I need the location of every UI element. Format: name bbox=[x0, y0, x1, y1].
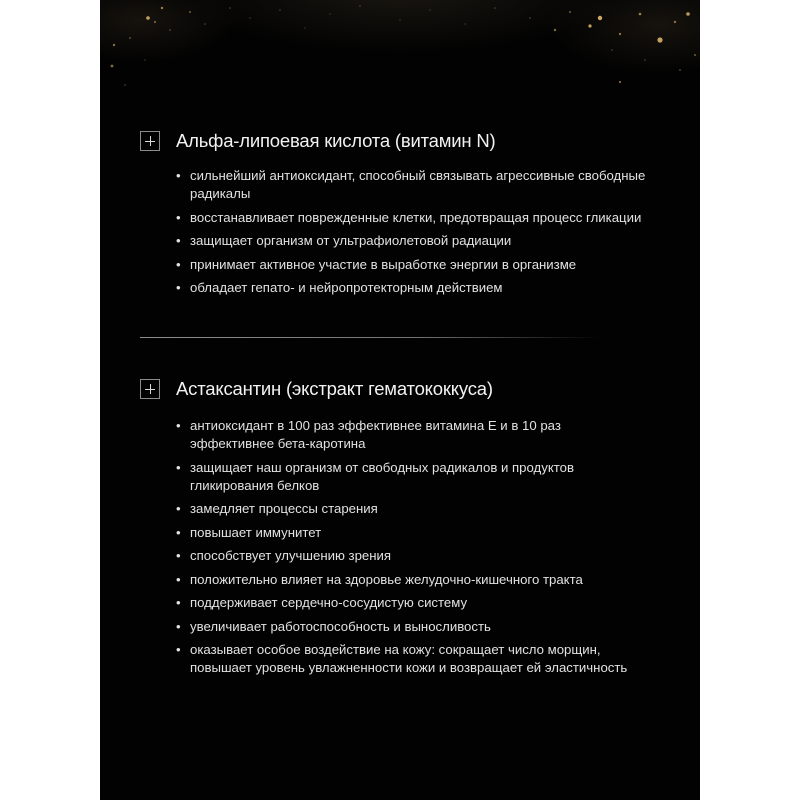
list-item: • сильнейший антиоксидант, способный связывать агрессивные свободные радикалы bbox=[176, 167, 646, 203]
bullet-list bbox=[176, 167, 646, 303]
sparkle-dots bbox=[100, 0, 700, 110]
section-header[interactable] bbox=[140, 378, 493, 400]
list-item: • повышает иммунитет bbox=[176, 524, 646, 542]
list-item: • антиоксидант в 100 раз эффективнее витамина Е и в 10 раз эффективнее бета-каротина bbox=[176, 417, 646, 453]
list-item: • защищает наш организм от свободных радикалов и продуктов гликирования белков bbox=[176, 459, 646, 495]
section-alpha-lipoic-acid bbox=[100, 130, 700, 330]
bullet-list bbox=[176, 417, 646, 683]
list-item: • восстанавливает поврежденные клетки, предотвращая процесс гликации bbox=[176, 209, 646, 227]
page bbox=[100, 0, 700, 800]
section-divider bbox=[140, 337, 600, 338]
list-item: • защищает организм от ультрафиолетовой радиации bbox=[176, 232, 646, 250]
section-title: Альфа-липоевая кислота (витамин N) bbox=[176, 130, 496, 151]
list-item: • оказывает особое воздействие на кожу: сокращает число морщин, повышает уровень увлажненности кожи и возвращает ей эластичность bbox=[176, 641, 646, 677]
list-item: • способствует улучшению зрения bbox=[176, 547, 646, 565]
gold-sparkle-decoration bbox=[100, 0, 700, 110]
section-title: Астаксантин (экстракт гематококкуса) bbox=[176, 378, 493, 399]
section-header[interactable] bbox=[140, 130, 496, 152]
list-item: • поддерживает сердечно-сосудистую систему bbox=[176, 594, 646, 612]
list-item: • принимает активное участие в выработке энергии в организме bbox=[176, 256, 646, 274]
list-item: • замедляет процессы старения bbox=[176, 500, 646, 518]
list-item: • обладает гепато- и нейропротекторным действием bbox=[176, 279, 646, 297]
section-astaxanthin bbox=[100, 378, 700, 698]
plus-icon[interactable] bbox=[140, 379, 160, 399]
list-item: • увеличивает работоспособность и выносливость bbox=[176, 618, 646, 636]
list-item: • положительно влияет на здоровье желудочно-кишечного тракта bbox=[176, 571, 646, 589]
plus-icon[interactable] bbox=[140, 131, 160, 151]
